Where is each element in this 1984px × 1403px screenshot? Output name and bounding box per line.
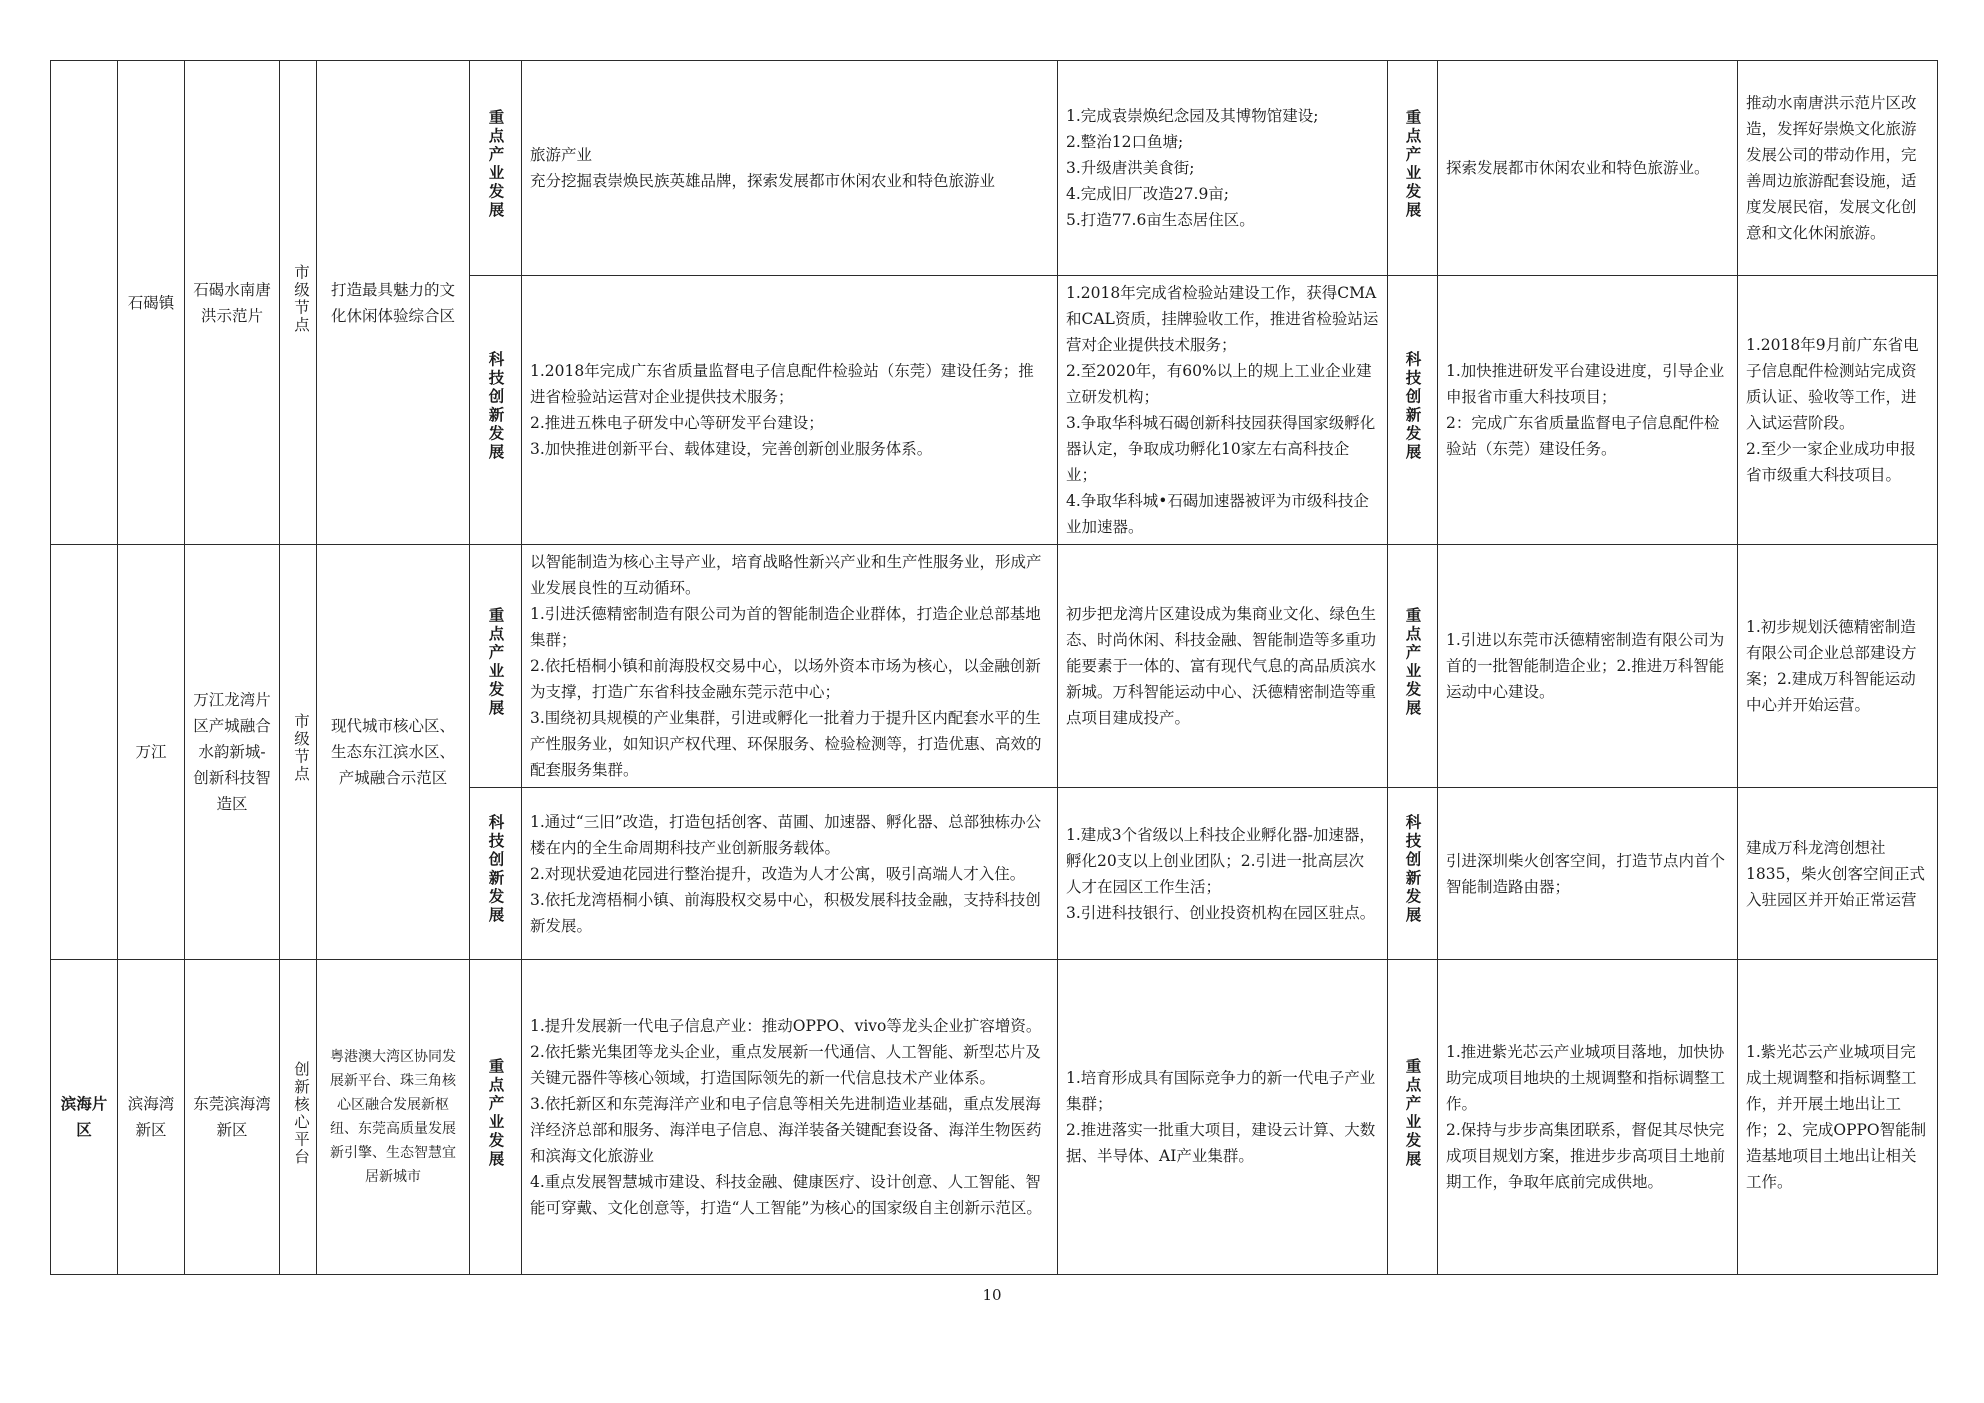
category-cell: 重点产业发展 [1388,960,1438,1275]
plan-line: 2.对现状爱迪花园进行整治提升，改造为人才公寓，吸引高端人才入住。 [530,864,1026,883]
progress-line: 2.推进落实一批重大项目，建设云计算、大数据、半导体、AI产业集群。 [1066,1121,1376,1165]
task-cell [1438,545,1738,788]
town-cell: 石碣镇 [118,61,185,545]
plan-table [50,60,1938,1275]
target-cell [1738,276,1938,545]
category-cell: 科技创新发展 [470,788,522,960]
plan-line: 以智能制造为核心主导产业，培育战略性新兴产业和生产性服务业，形成产业发展良性的互动循环。 [530,553,1042,597]
plan-cell [522,545,1058,788]
task-line: 1.引进以东莞市沃德精密制造有限公司为首的一批智能制造企业；2.推进万科智能运动中心建设。 [1446,631,1725,701]
plan-line: 4.重点发展智慧城市建设、科技金融、健康医疗、设计创意、人工智能、智能可穿戴、文化创意等，打造“人工智能”为核心的国家级自主创新示范区。 [530,1173,1042,1217]
plan-line: 旅游产业 [530,146,593,164]
task-cell [1438,788,1738,960]
area-cell: 石碣水南唐洪示范片 [185,61,280,545]
area-cell: 万江龙湾片区产城融合水韵新城-创新科技智造区 [185,545,280,960]
plan-line: 3.围绕初具规模的产业集群，引进或孵化一批着力于提升区内配套水平的生产性服务业，如知识产权代理、环保服务、检验检测等，打造优惠、高效的配套服务集群。 [530,709,1042,779]
plan-line: 3.加快推进创新平台、载体建设，完善创新创业服务体系。 [530,440,933,458]
category-cell: 重点产业发展 [470,545,522,788]
target-line: 1.紫光芯云产业城项目完成土规调整和指标调整工作，并开展土地出让工作；2、完成OPPO智能制造基地项目土地出让相关工作。 [1746,1043,1927,1191]
target-line: 推动水南唐洪示范片区改造，发挥好崇焕文化旅游发展公司的带动作用，完善周边旅游配套设施，适度发展民宿，发展文化创意和文化休闲旅游。 [1746,94,1917,242]
plan-line: 1.2018年完成广东省质量监督电子信息配件检验站（东莞）建设任务；推进省检验站运营对企业提供技术服务； [530,362,1034,406]
plan-line: 1.通过“三旧”改造，打造包括创客、苗圃、加速器、孵化器、总部独栋办公楼在内的全生命周期科技产业创新服务载体。 [530,812,1042,857]
target-line: 1.初步规划沃德精密制造有限公司企业总部建设方案；2.建成万科智能运动中心并开始运营。 [1746,618,1917,714]
page-number: 10 [982,1286,1002,1304]
progress-line: 3.升级唐洪美食街; [1066,159,1195,177]
category-cell: 科技创新发展 [1388,276,1438,545]
progress-cell [1058,61,1388,276]
progress-line: 1.完成袁崇焕纪念园及其博物馆建设; [1066,107,1319,125]
plan-line: 3.依托新区和东莞海洋产业和电子信息等相关先进制造业基础，重点发展海洋经济总部和服务、海洋电子信息、海洋装备关键配套设备、海洋生物医药和滨海文化旅游业 [530,1095,1042,1165]
town-cell: 滨海湾新区 [118,960,185,1275]
category-cell: 重点产业发展 [470,960,522,1275]
positioning-cell: 现代城市核心区、生态东江滨水区、产城融合示范区 [317,545,470,960]
plan-line: 3.依托龙湾梧桐小镇、前海股权交易中心，积极发展科技金融，支持科技创新发展。 [530,890,1041,935]
progress-cell [1058,960,1388,1275]
task-cell [1438,61,1738,276]
positioning-cell: 打造最具魅力的文化休闲体验综合区 [317,61,470,545]
plan-cell [522,788,1058,960]
level-cell: 市级节点 [280,61,317,545]
target-cell [1738,61,1938,276]
task-cell [1438,960,1738,1275]
category-cell: 重点产业发展 [1388,545,1438,788]
table-row [51,61,1938,276]
plan-line: 充分挖掘袁崇焕民族英雄品牌，探索发展都市休闲农业和特色旅游业 [530,172,996,190]
plan-line: 1.提升发展新一代电子信息产业：推动OPPO、vivo等龙头企业扩容增资。 [530,1017,1042,1035]
district-cell: 滨海片区 [51,960,118,1275]
progress-line: 1.2018年完成省检验站建设工作，获得CMA和CAL资质，挂牌验收工作，推进省检验站运营对企业提供技术服务； [1066,284,1379,354]
plan-cell [522,276,1058,545]
area-cell: 东莞滨海湾新区 [185,960,280,1275]
positioning-cell: 粤港澳大湾区协同发展新平台、珠三角核心区融合发展新枢纽、东莞高质量发展新引擎、生态智慧宜居新城市 [317,960,470,1275]
level-cell: 市级节点 [280,545,317,960]
progress-line: 1.建成3个省级以上科技企业孵化器-加速器，孵化20支以上创业团队；2.引进一批高层次人才在园区工作生活； [1066,825,1375,896]
table-row [51,960,1938,1275]
progress-line: 2.整治12口鱼塘; [1066,133,1184,151]
target-cell [1738,960,1938,1275]
district-cell [51,545,118,960]
category-cell: 重点产业发展 [470,61,522,276]
plan-cell [522,960,1058,1275]
progress-cell [1058,276,1388,545]
table-row [51,545,1938,788]
progress-line: 4.完成旧厂改造27.9亩; [1066,185,1230,203]
progress-line: 初步把龙湾片区建设成为集商业文化、绿色生态、时尚休闲、科技金融、智能制造等多重功能要素于一体的、富有现代气息的高品质滨水新城。万科智能运动中心、沃德精密制造等重点项目建成投产。 [1066,605,1377,727]
town-cell: 万江 [118,545,185,960]
task-line: 1.推进紫光芯云产业城项目落地，加快协助完成项目地块的土规调整和指标调整工作。 [1446,1043,1726,1113]
progress-line: 4.争取华科城•石碣加速器被评为市级科技企业加速器。 [1066,492,1369,536]
district-cell [51,61,118,545]
progress-cell [1058,545,1388,788]
plan-line: 1.引进沃德精密制造有限公司为首的智能制造企业群体，打造企业总部基地集群； [530,605,1041,649]
task-line: 2：完成广东省质量监督电子信息配件检验站（东莞）建设任务。 [1446,414,1720,458]
plan-line: 2.依托紫光集团等龙头企业，重点发展新一代通信、人工智能、新型芯片及关键元器件等核心领域，打造国际领先的新一代信息技术产业体系。 [530,1043,1041,1087]
task-line: 2.保持与步步高集团联系，督促其尽快完成项目规划方案，推进步步高项目土地前期工作，争取年底前完成供地。 [1446,1121,1726,1191]
target-line: 2.至少一家企业成功申报省市级重大科技项目。 [1746,440,1916,484]
category-cell: 科技创新发展 [1388,788,1438,960]
task-line: 1.加快推进研发平台建设进度，引导企业申报省市重大科技项目； [1446,362,1725,406]
progress-line: 1.培育形成具有国际竞争力的新一代电子产业集群； [1066,1069,1376,1113]
target-cell [1738,788,1938,960]
level-cell: 创新核心平台 [280,960,317,1275]
progress-line: 3.引进科技银行、创业投资机构在园区驻点。 [1066,903,1376,922]
task-cell [1438,276,1738,545]
progress-line: 5.打造77.6亩生态居住区。 [1066,211,1255,229]
category-cell: 科技创新发展 [470,276,522,545]
progress-cell [1058,788,1388,960]
task-line: 引进深圳柴火创客空间，打造节点内首个智能制造路由器； [1446,851,1726,896]
plan-line: 2.推进五株电子研发中心等研发平台建设； [530,414,824,432]
plan-cell [522,61,1058,276]
plan-line: 2.依托梧桐小镇和前海股权交易中心，以场外资本市场为核心，以金融创新为支撑，打造广东省科技金融东莞示范中心； [530,657,1041,701]
target-line: 建成万科龙湾创想社1835，柴火创客空间正式入驻园区并开始正常运营 [1746,838,1925,909]
target-cell [1738,545,1938,788]
category-cell: 重点产业发展 [1388,61,1438,276]
target-line: 1.2018年9月前广东省电子信息配件检测站完成资质认证、验收等工作，进入试运营阶段。 [1746,336,1919,432]
progress-line: 2.至2020年，有60%以上的规上工业企业建立研发机构； [1066,362,1372,406]
task-line: 探索发展都市休闲农业和特色旅游业。 [1446,159,1710,177]
progress-line: 3.争取华科城石碣创新科技园获得国家级孵化器认定，争取成功孵化10家左右高科技企业； [1066,414,1376,484]
